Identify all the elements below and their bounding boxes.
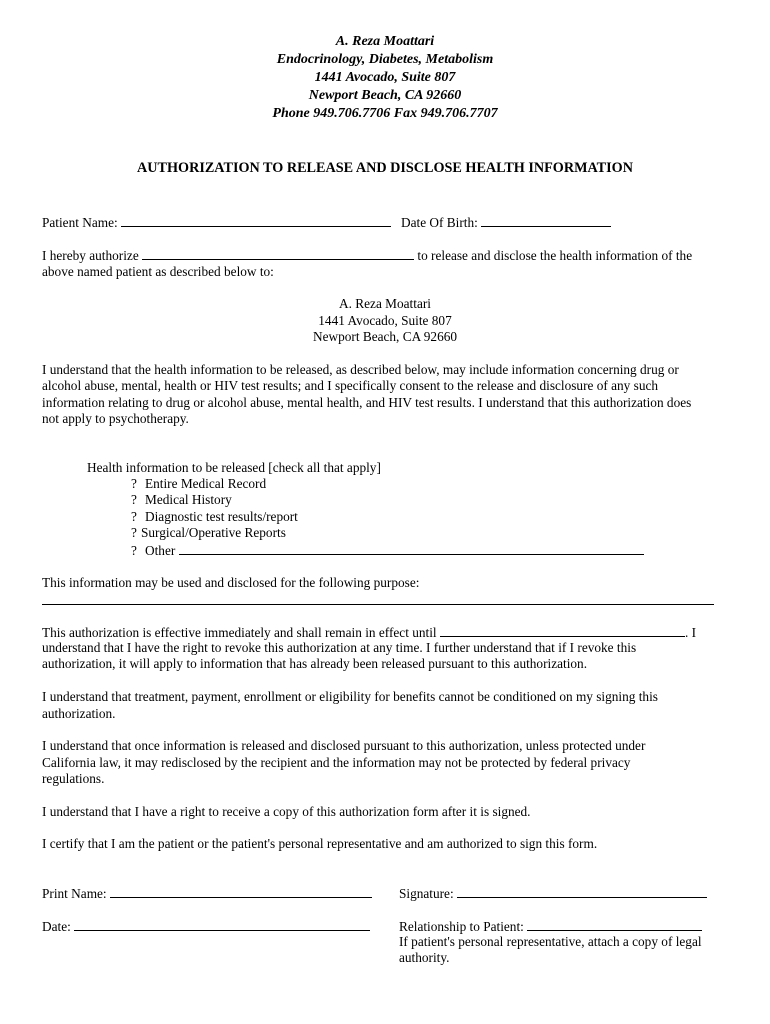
effective-row <box>42 624 732 642</box>
checkbox-icon[interactable]: ? <box>131 492 137 507</box>
date-row <box>42 918 370 936</box>
authorize-suffix: to release and disclose the health information of the <box>417 248 693 263</box>
form-title: AUTHORIZATION TO RELEASE AND DISCLOSE HEALTH INFORMATION <box>137 160 633 176</box>
header-phone-fax: Phone 949.706.7706 Fax 949.706.7707 <box>272 106 498 121</box>
treatment-line-1: I understand that treatment, payment, enrollment or eligibility for benefits cannot be conditioned on my signing this <box>42 689 658 704</box>
treatment-line-2: authorization. <box>42 706 116 721</box>
authorize-prefix: I hereby authorize <box>42 248 139 263</box>
redisclose-line-1: I understand that once information is released and disclosed pursuant to this authorization, unless protected under <box>42 738 646 753</box>
checklist-label: Entire Medical Record <box>145 476 267 491</box>
checkbox-icon[interactable]: ? <box>131 525 137 540</box>
authorize-row <box>42 247 732 265</box>
relationship-field[interactable] <box>527 918 702 931</box>
expiration-field[interactable] <box>440 624 685 637</box>
redisclose-line-2: California law, it may redisclosed by the recipient and the information may not be protected by federal privacy <box>42 755 631 770</box>
effective-prefix: This authorization is effective immediately and shall remain in effect until <box>42 625 437 640</box>
checklist-label: Medical History <box>145 492 232 507</box>
authorize-line2: above named patient as described below to: <box>42 264 274 279</box>
date-label: Date: <box>42 919 71 934</box>
understand-line-3: information relating to drug or alcohol abuse, mental health, and HIV test results. I understand that this authorization does <box>42 395 692 410</box>
copy-right-text: I understand that I have a right to receive a copy of this authorization form after it is signed. <box>42 804 531 819</box>
authorized-party-field[interactable] <box>142 247 414 260</box>
print-name-field[interactable] <box>110 885 372 898</box>
checkbox-icon[interactable]: ? <box>131 543 137 558</box>
print-name-label: Print Name: <box>42 886 107 901</box>
effective-line2: understand that I have the right to revoke this authorization at any time. I further understand that if I revoke this <box>42 640 637 655</box>
relationship-row <box>399 918 702 936</box>
purpose-label: This information may be used and disclosed for the following purpose: <box>42 575 420 590</box>
dob-row <box>401 214 611 232</box>
checklist-item[interactable] <box>131 542 644 560</box>
purpose-field[interactable] <box>42 592 714 605</box>
recipient-address2: Newport Beach, CA 92660 <box>312 329 458 344</box>
recipient-address1: 1441 Avocado, Suite 807 <box>318 313 452 328</box>
understand-line-1: I understand that the health information to be released, as described below, may include information concerning drug or <box>42 362 679 377</box>
dob-label: Date Of Birth: <box>401 215 478 230</box>
print-name-row <box>42 885 372 903</box>
signature-label: Signature: <box>399 886 454 901</box>
header-address2: Newport Beach, CA 92660 <box>308 88 462 103</box>
understand-line-4: not apply to psychotherapy. <box>42 411 189 426</box>
checklist-label: Surgical/Operative Reports <box>141 525 286 540</box>
checkbox-icon[interactable]: ? <box>131 509 137 524</box>
checklist-item[interactable] <box>131 492 232 509</box>
understand-line-2: alcohol abuse, mental, health or HIV test results; and I specifically consent to the release and disclosure of any such <box>42 378 659 393</box>
signature-field[interactable] <box>457 885 707 898</box>
patient-name-label: Patient Name: <box>42 215 118 230</box>
signature-row <box>399 885 707 903</box>
checkbox-icon[interactable]: ? <box>131 476 137 491</box>
other-field[interactable] <box>179 542 644 555</box>
redisclose-line-3: regulations. <box>42 771 105 786</box>
header-name: A. Reza Moattari <box>335 34 435 49</box>
header-specialty: Endocrinology, Diabetes, Metabolism <box>276 52 494 67</box>
patient-name-field[interactable] <box>121 214 391 227</box>
rep-note-line1: If patient's personal representative, attach a copy of legal <box>399 934 702 949</box>
checklist-item[interactable] <box>131 525 286 542</box>
certify-text: I certify that I am the patient or the patient's personal representative and am authorized to sign this form. <box>42 836 598 851</box>
dob-field[interactable] <box>481 214 611 227</box>
checklist-item[interactable] <box>131 476 266 493</box>
relationship-label: Relationship to Patient: <box>399 919 524 934</box>
recipient-name: A. Reza Moattari <box>339 296 431 311</box>
effective-suffix: . I <box>684 625 697 640</box>
checklist-label: Other <box>145 543 176 558</box>
date-field[interactable] <box>74 918 370 931</box>
checklist-label: Diagnostic test results/report <box>145 509 298 524</box>
header-address1: 1441 Avocado, Suite 807 <box>314 70 456 85</box>
health-info-heading: Health information to be released [check all that apply] <box>87 460 381 475</box>
patient-name-row <box>42 214 391 232</box>
checklist-item[interactable] <box>131 509 298 526</box>
effective-line3: authorization, it will apply to information that has already been released pursuant to this authorization. <box>42 656 588 671</box>
rep-note-line2: authority. <box>399 950 450 965</box>
